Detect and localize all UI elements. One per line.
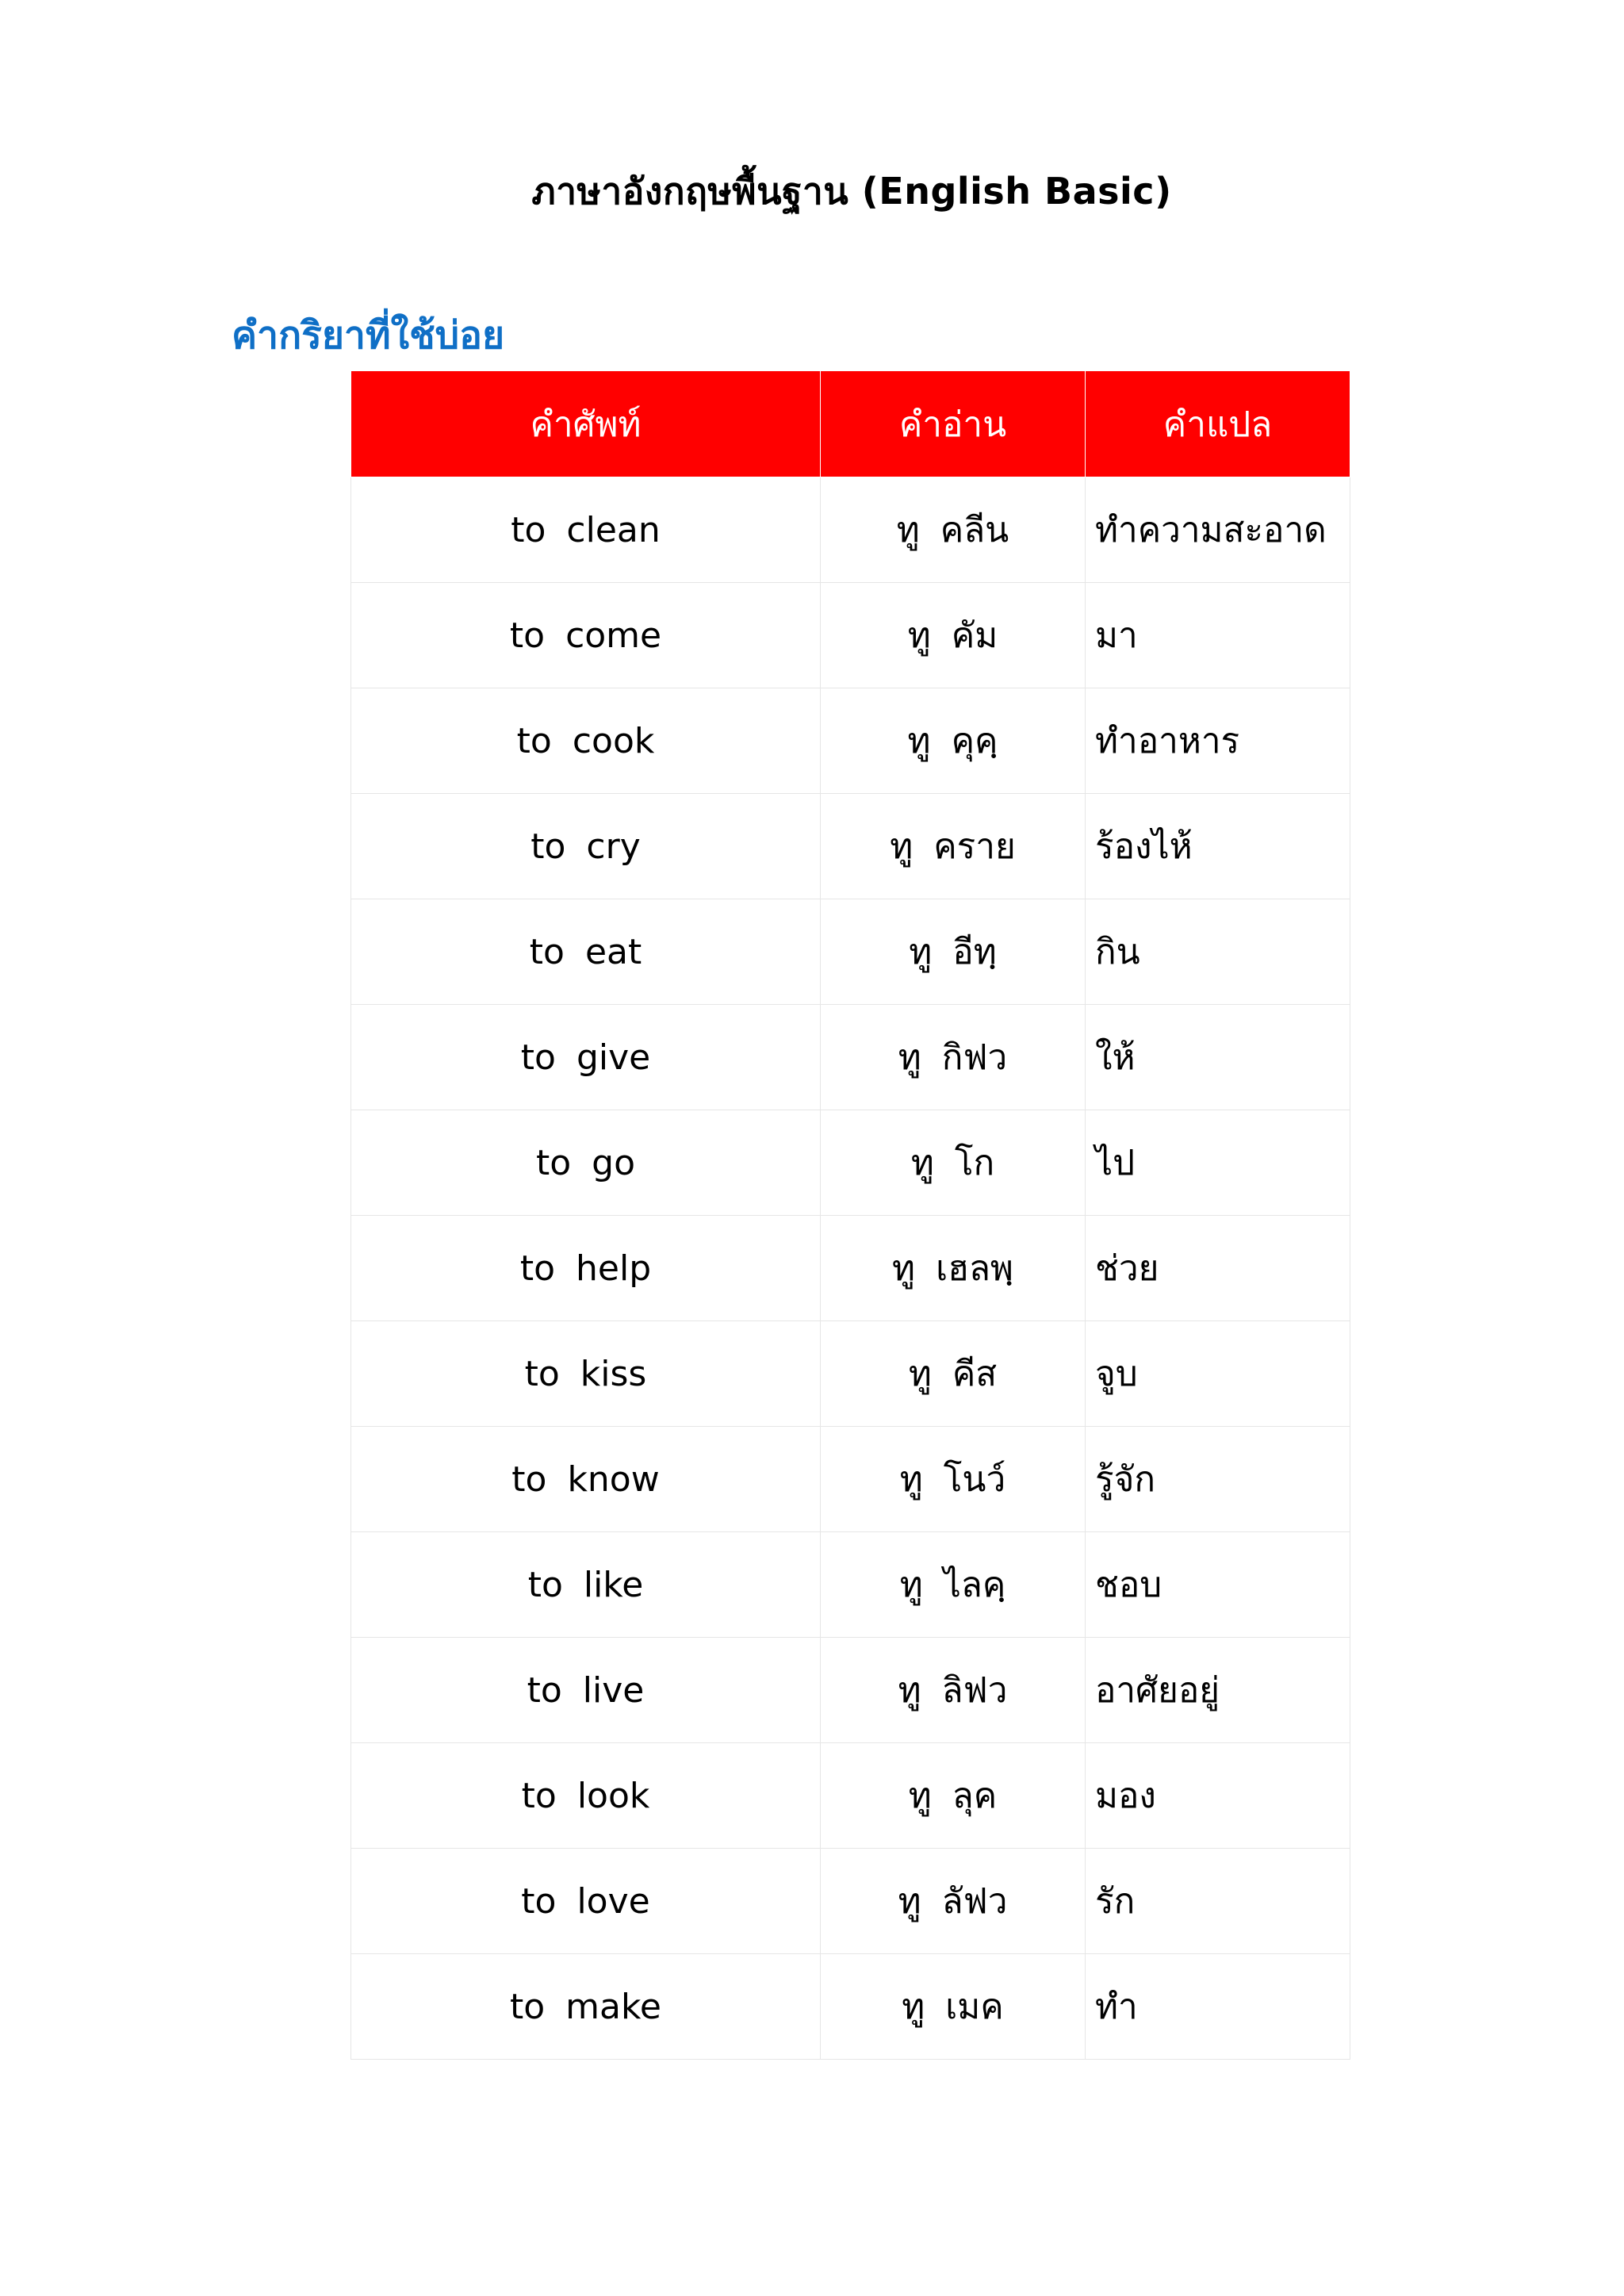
header-vocabulary: คำศัพท์ — [351, 371, 821, 477]
meaning: ช่วย — [1086, 1216, 1350, 1321]
header-meaning: คำแปล — [1086, 371, 1350, 477]
word-verb: eat — [584, 931, 642, 972]
vocab-word — [351, 1110, 821, 1216]
pronunciation — [821, 1954, 1086, 2060]
vocab-word — [351, 1743, 821, 1849]
pron-to: ทู — [898, 1037, 921, 1078]
word-to: to — [509, 615, 546, 656]
meaning: อาศัยอยู่ — [1086, 1638, 1350, 1743]
pron-to: ทู — [899, 1565, 923, 1605]
word-verb: come — [565, 615, 662, 656]
table-row — [351, 1005, 1350, 1110]
table-row — [351, 899, 1350, 1005]
vocab-word — [351, 688, 821, 794]
pron-verb: คลีน — [940, 510, 1009, 550]
table-row — [351, 477, 1350, 583]
meaning: ทำความสะอาด — [1086, 477, 1350, 583]
vocab-word — [351, 1321, 821, 1427]
table-row — [351, 1110, 1350, 1216]
word-to: to — [511, 509, 546, 550]
pron-verb: คราย — [933, 826, 1016, 867]
pron-to: ทู — [910, 1143, 934, 1183]
pronunciation — [821, 1638, 1086, 1743]
word-verb: cook — [572, 720, 655, 761]
pronunciation — [821, 1216, 1086, 1321]
pron-to: ทู — [899, 1459, 923, 1500]
word-to: to — [511, 1458, 547, 1500]
pron-to: ทู — [907, 721, 931, 761]
pron-to: ทู — [898, 1670, 921, 1711]
table-row — [351, 1216, 1350, 1321]
word-verb: like — [583, 1564, 644, 1605]
pron-to: ทู — [896, 510, 920, 550]
pron-verb: โก — [954, 1143, 995, 1183]
vocab-word — [351, 1638, 821, 1743]
word-verb: live — [582, 1669, 645, 1711]
pron-verb: ไลคฺ — [943, 1565, 1006, 1605]
pron-to: ทู — [909, 932, 933, 972]
vocab-word — [351, 1216, 821, 1321]
word-verb: go — [592, 1142, 636, 1183]
meaning: มา — [1086, 583, 1350, 688]
section-heading: คำกริยาที่ใช้บ่อย — [232, 313, 505, 358]
meaning: กิน — [1086, 899, 1350, 1005]
meaning: ไป — [1086, 1110, 1350, 1216]
pronunciation — [821, 477, 1086, 583]
word-verb: look — [576, 1775, 650, 1816]
header-pronunciation: คำอ่าน — [821, 371, 1086, 477]
pronunciation — [821, 1427, 1086, 1532]
table-row — [351, 794, 1350, 899]
pron-verb: คุคฺ — [951, 721, 998, 761]
vocab-word — [351, 1849, 821, 1954]
pron-verb: ลิฟว — [941, 1670, 1008, 1711]
vocab-word — [351, 899, 821, 1005]
vocab-word — [351, 477, 821, 583]
pronunciation — [821, 1110, 1086, 1216]
page-title: ภาษาอังกฤษพื้นฐาน (English Basic) — [531, 170, 1172, 213]
pronunciation — [821, 794, 1086, 899]
pronunciation — [821, 688, 1086, 794]
pron-verb: เฮลพฺ — [936, 1248, 1013, 1289]
pron-to: ทู — [890, 826, 914, 867]
word-verb: cry — [586, 826, 641, 867]
word-to: to — [520, 1037, 556, 1078]
word-verb: kiss — [580, 1353, 647, 1394]
table-row — [351, 1532, 1350, 1638]
word-to: to — [524, 1353, 560, 1394]
table-row — [351, 1427, 1350, 1532]
pronunciation — [821, 1849, 1086, 1954]
meaning: ทำ — [1086, 1954, 1350, 2060]
word-to: to — [516, 720, 552, 761]
word-verb: know — [567, 1458, 660, 1500]
table-row — [351, 1849, 1350, 1954]
meaning: รัก — [1086, 1849, 1350, 1954]
pron-verb: ลุค — [952, 1776, 998, 1816]
pronunciation — [821, 1005, 1086, 1110]
word-verb: help — [576, 1248, 652, 1289]
pron-verb: โนว์ — [943, 1459, 1006, 1500]
pronunciation — [821, 1743, 1086, 1849]
pron-verb: เมค — [945, 1987, 1004, 2027]
word-to: to — [527, 1564, 563, 1605]
word-verb: clean — [566, 509, 661, 550]
word-verb: make — [565, 1986, 661, 2027]
table-row — [351, 1638, 1350, 1743]
pron-to: ทู — [898, 1881, 921, 1922]
vocab-word — [351, 583, 821, 688]
pron-to: ทู — [908, 1354, 932, 1394]
word-verb: love — [576, 1880, 650, 1922]
word-to: to — [529, 931, 565, 972]
pron-verb: อีทฺ — [952, 932, 997, 972]
pronunciation — [821, 1532, 1086, 1638]
vocab-word — [351, 794, 821, 899]
table-header-row — [351, 371, 1350, 477]
vocab-word — [351, 1954, 821, 2060]
pron-verb: คัม — [951, 615, 998, 656]
vocab-word — [351, 1427, 821, 1532]
word-to: to — [535, 1142, 572, 1183]
word-to: to — [527, 1669, 562, 1711]
word-to: to — [510, 1986, 546, 2027]
table-row — [351, 583, 1350, 688]
meaning: มอง — [1086, 1743, 1350, 1849]
word-to: to — [521, 1775, 557, 1816]
vocabulary-table — [350, 370, 1350, 2060]
pronunciation — [821, 899, 1086, 1005]
meaning: ชอบ — [1086, 1532, 1350, 1638]
pronunciation — [821, 1321, 1086, 1427]
pron-verb: กิฟว — [941, 1037, 1008, 1078]
meaning: ร้องไห้ — [1086, 794, 1350, 899]
pron-to: ทู — [907, 615, 931, 656]
table-row — [351, 1743, 1350, 1849]
meaning: จูบ — [1086, 1321, 1350, 1427]
vocab-word — [351, 1005, 821, 1110]
word-verb: give — [576, 1037, 651, 1078]
pronunciation — [821, 583, 1086, 688]
table-row — [351, 1954, 1350, 2060]
vocab-word — [351, 1532, 821, 1638]
meaning: ทำอาหาร — [1086, 688, 1350, 794]
pron-to: ทู — [902, 1987, 925, 2027]
pron-to: ทู — [908, 1776, 932, 1816]
table-row — [351, 688, 1350, 794]
word-to: to — [521, 1880, 557, 1922]
word-to: to — [530, 826, 566, 867]
table-row — [351, 1321, 1350, 1427]
meaning: รู้จัก — [1086, 1427, 1350, 1532]
pron-to: ทู — [892, 1248, 916, 1289]
meaning: ให้ — [1086, 1005, 1350, 1110]
word-to: to — [519, 1248, 556, 1289]
pron-verb: ลัฟว — [941, 1881, 1008, 1922]
pron-verb: คีส — [952, 1354, 998, 1394]
